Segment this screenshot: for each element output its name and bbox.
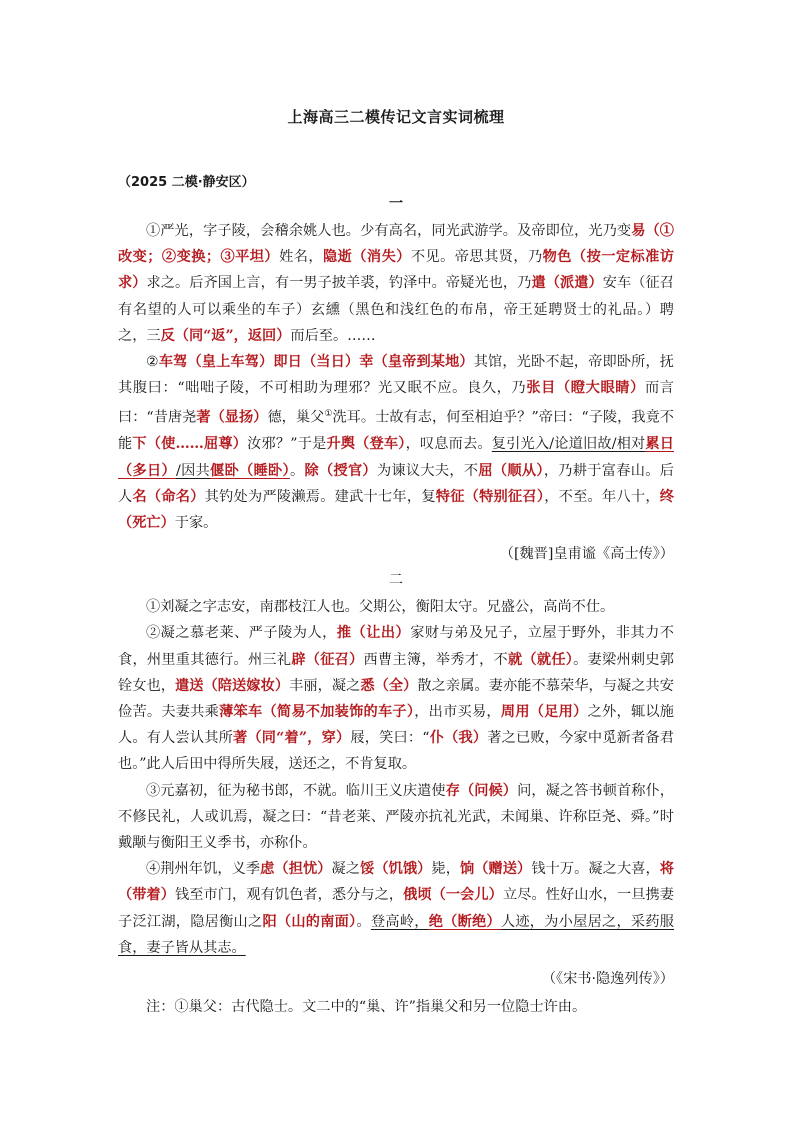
text-run: ② xyxy=(146,354,159,371)
citation: （《宋书·隐逸列传》） xyxy=(541,971,674,988)
text-run: 。 xyxy=(356,913,371,930)
keyword-annotation: 即日（当日） xyxy=(273,354,360,371)
keyword-annotation: 薄笨车（简易不加装饰的车子） xyxy=(219,703,415,720)
text-run: 人迹，为小屋居之，采药服食，妻子皆从其志。 xyxy=(118,913,674,956)
keyword-annotation: 终（死亡） xyxy=(118,488,674,531)
keyword-annotation: 累日（多日） xyxy=(118,436,674,479)
keyword-annotation: 馁（饥饿） xyxy=(360,861,432,878)
text-run: 于家。 xyxy=(174,514,218,531)
keyword-annotation: 车驾（皇上车驾） xyxy=(158,354,274,371)
footnote-marker: ① xyxy=(324,409,333,420)
text-run: 为谏议大夫，不 xyxy=(376,462,479,479)
text-run: ，出市买易， xyxy=(414,703,501,720)
text-run: ①严光，字子陵，会稽余姚人也。少有高名，同光武游学。及帝即位，光乃变 xyxy=(146,223,632,239)
keyword-annotation: 著（显扬） xyxy=(196,410,268,427)
text-run: 著之已败，今家中觅新者备君也。”此人后田中得所失屐，送还之，不肯复取。 xyxy=(118,730,674,773)
keyword-annotation: 名（命名） xyxy=(132,488,205,505)
text-run: 而后至。…… xyxy=(290,327,376,344)
keyword-annotation: 特征（特别征召） xyxy=(435,488,545,505)
keyword-annotation: 辟（征召） xyxy=(291,651,364,668)
keyword-annotation: 物色（按一定标准访求） xyxy=(118,249,674,292)
keyword-annotation: 升舆（登车） xyxy=(326,436,406,453)
keyword-annotation: 幸（皇帝到某地） xyxy=(359,354,474,371)
keyword-annotation: 周用（足用） xyxy=(500,703,588,720)
text-run: 复引光入/论道旧故/相对 xyxy=(491,436,646,453)
paragraph xyxy=(118,856,674,961)
keyword-annotation: 饷（赠送） xyxy=(459,861,532,878)
text-run: 钱十万。凝之大喜， xyxy=(531,861,660,878)
text-run: ③元嘉初，征为秘书郎，不就。临川王义庆遣使 xyxy=(146,782,446,799)
text-run: 其馆，光卧不起，帝即卧所，抚其腹曰：“咄咄子陵，不可相助为理邪？光又眠不应。良久，乃 xyxy=(118,354,674,397)
paragraph xyxy=(118,594,674,620)
keyword-annotation: 仆（我） xyxy=(429,730,488,747)
document-page xyxy=(118,96,674,1019)
text-run: 凝之 xyxy=(331,861,361,878)
text-run: 其钓处为严陵濑焉。建武十七年，复 xyxy=(204,488,436,505)
text-run: ，乃耕于富春山。后人 xyxy=(118,462,674,505)
text-run: 登高岭， xyxy=(370,913,429,930)
keyword-annotation: 遣（派遣） xyxy=(531,275,603,292)
paragraph xyxy=(118,218,674,349)
section-number: 二 xyxy=(388,572,404,589)
text-run: 毙， xyxy=(431,861,460,878)
keyword-annotation: 下（使……屈尊） xyxy=(132,436,248,453)
text-run: 家财与弟及兄子，立屋于野外，非其力不食，州里重其德行。州三礼 xyxy=(118,625,674,668)
text-run: 丰丽，凝之 xyxy=(289,677,361,694)
text-run: 汝邪？”于是 xyxy=(247,436,327,453)
keyword-annotation: 张目（瞪大眼睛） xyxy=(526,380,645,397)
text-run: 立尽。性好山水，一旦携妻子泛江湖，隐居衡山之 xyxy=(118,887,674,930)
section-2 xyxy=(118,570,674,991)
keyword-annotation: 阳（山的南面） xyxy=(262,913,357,930)
keyword-annotation: 推（让出） xyxy=(336,625,411,642)
text-run: /因共 xyxy=(175,462,211,479)
text-run: 。 xyxy=(289,462,305,479)
paragraph xyxy=(118,620,674,777)
text-run: 不见。帝思其贤，乃 xyxy=(410,249,543,266)
text-run: 求之。后齐国上言，有一男子披羊裘，钓泽中。帝疑光也，乃 xyxy=(146,275,532,292)
paragraph xyxy=(118,778,674,857)
text-run: ②凝之慕老莱、严子陵为人， xyxy=(146,625,337,642)
keyword-annotation: 偃卧（睡卧） xyxy=(210,462,290,479)
text-run: ，不至。年八十， xyxy=(544,488,660,505)
document-title: 上海高三二模传记文言实词梳理 xyxy=(287,108,505,126)
text-run: 德，巢父 xyxy=(267,410,325,427)
keyword-annotation: 易（①改变；②变换；③平坦） xyxy=(118,223,674,266)
text-run: 洗耳。士故有志，何至相迫乎？”帝曰：“子陵，我竟不能 xyxy=(118,410,674,453)
text-run: ①刘凝之字志安，南郡枝江人也。父期公，衡阳太守。兄盛公，高尚不仕。 xyxy=(146,599,615,616)
text-run: 问，凝之答书顿首称仆，不修民礼，人或讥焉，凝之曰：“昔老莱、严陵亦抗礼光武，未闻巢、许称臣尧、舜。”时戴颙与衡阳王义季书，亦称仆。 xyxy=(118,782,674,851)
keyword-annotation: 除（授官） xyxy=(304,462,377,479)
keyword-annotation: 遣送（陪送嫁妆） xyxy=(175,677,290,694)
section-1 xyxy=(118,194,674,566)
text-run: 散之亲属。妻亦能不慕荣华，与凝之共安俭苦。夫妻共乘 xyxy=(118,677,674,720)
text-run: ④荆州年饥，义季 xyxy=(146,861,261,878)
keyword-annotation: 著（同“着”，穿） xyxy=(233,730,351,747)
text-run: 屐，笑曰：“ xyxy=(350,730,430,747)
footnote: 注：①巢父：古代隐士。文二中的“巢、许”指巢父和另一位隐士许由。 xyxy=(146,999,587,1016)
text-run: 西曹主簿，举秀才，不 xyxy=(363,651,508,668)
section-number: 一 xyxy=(388,196,404,212)
text-run: 钱至市门，观有饥色者，悉分与之， xyxy=(175,887,404,904)
text-run: 之外，辄以施人。有人尝认其所 xyxy=(118,703,674,747)
citation: （[魏晋]皇甫谧《高士传》） xyxy=(499,546,674,563)
keyword-annotation: 将（带着） xyxy=(118,861,674,904)
text-run: 。妻梁州刺史郭铨女也， xyxy=(118,651,674,694)
paragraph xyxy=(118,349,674,536)
keyword-annotation: 虑（担忧） xyxy=(260,861,332,878)
keyword-annotation: 悉（全） xyxy=(360,677,418,694)
text-run: ，叹息而去。 xyxy=(405,436,492,453)
keyword-annotation: 俄顷（一会儿） xyxy=(403,887,503,904)
keyword-annotation: 屈（顺从） xyxy=(478,462,544,479)
keyword-annotation: 隐逝（消失） xyxy=(323,249,411,266)
text-run: 安车（征召有名望的人可以乘坐的车子）玄纁（黑色和浅红色的布帛，帝王延聘贤士的礼品。）聘之，三 xyxy=(118,275,674,344)
text-run: 姓名， xyxy=(279,249,323,266)
text-run: 而言曰：“昔唐尧 xyxy=(118,380,674,427)
keyword-annotation: 存（问候） xyxy=(445,782,518,799)
keyword-annotation: 就（就任） xyxy=(507,651,574,668)
keyword-annotation: 反（同“返”，返回） xyxy=(160,327,291,344)
source-tag: （2025 二模·静安区） xyxy=(118,175,255,190)
keyword-annotation: 绝（断绝） xyxy=(428,913,501,930)
